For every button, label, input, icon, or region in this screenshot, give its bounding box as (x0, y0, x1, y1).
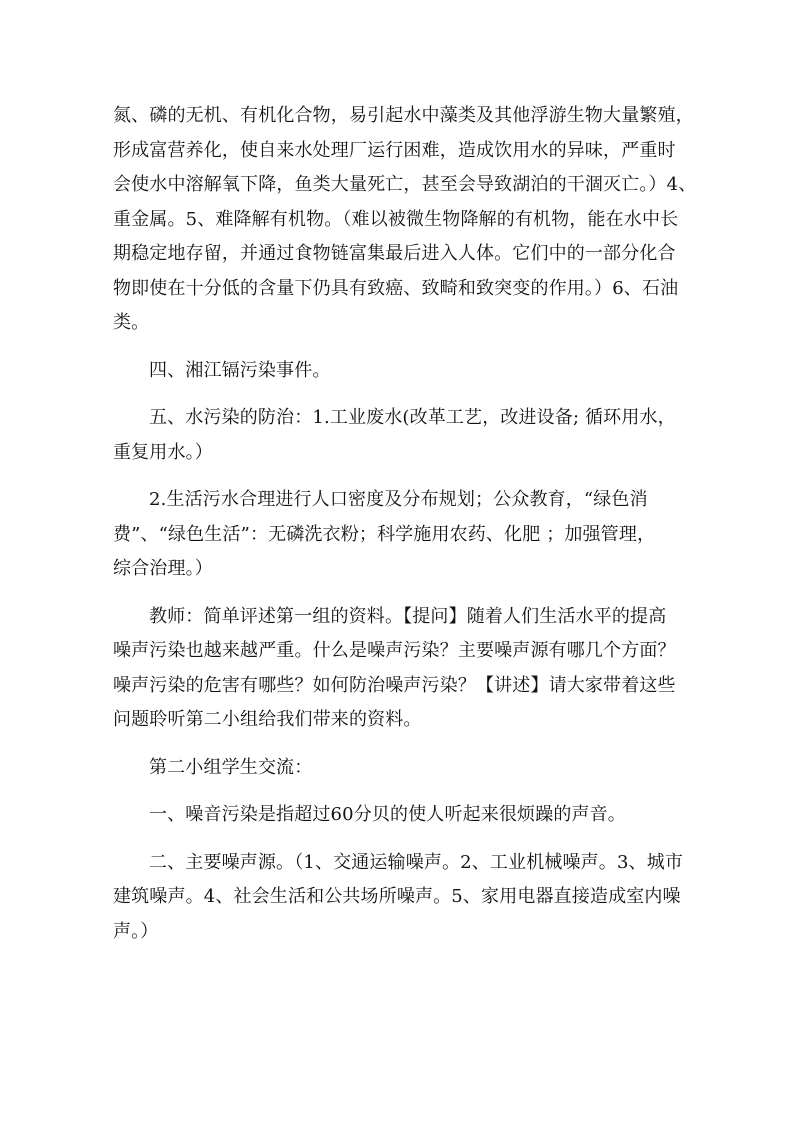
text-line: 第二小组学生交流： (149, 756, 313, 778)
text-line: 噪声污染也越来越严重。什么是噪声污染？主要噪声源有哪几个方面？ (113, 640, 676, 661)
text-line: 建筑噪声。4、社会生活和公共场所噪声。5、家用电器直接造成室内噪 (113, 886, 681, 907)
text-line: 费”、“绿色生活”：无磷洗衣粉；科学施用农药、化肥 ；加强管理， (113, 523, 656, 545)
text-line: 2.生活污水合理进行人口密度及分布规划；公众教育，“绿色消 (149, 489, 648, 510)
paragraph-noise-sources (113, 846, 695, 950)
text-line: 综合治理。） (113, 558, 213, 579)
text-line: 类。 (113, 312, 150, 333)
text-line: 问题聆听第二小组给我们带来的资料。 (113, 709, 422, 730)
text-line: 一、噪音污染是指超过60分贝的使人听起来很烦躁的声音。 (149, 804, 626, 825)
text-line: 重复用水。） (113, 441, 213, 463)
text-line: 五、水污染的防治：1.工业废水(改革工艺，改进设备; 循环用水， (149, 407, 676, 428)
text-line: 教师：简单评述第一组的资料。【提问】随着人们生活水平的提高 (149, 605, 667, 627)
text-line: 形成富营养化，使自来水处理厂运行困难，造成饮用水的异味，严重时 (113, 139, 676, 161)
text-line: 物即使在十分低的含量下仍具有致癌、致畸和致突变的作用。）6、石油 (113, 277, 679, 299)
paragraph-teacher-question (113, 600, 695, 738)
text-line: 二、主要噪声源。（1、交通运输噪声。2、工业机械噪声。3、城市 (149, 851, 684, 873)
text-line: 四、湘江镉污染事件。 (149, 359, 331, 381)
text-line: 氮、磷的无机、有机化合物，易引起水中藻类及其他浮游生物大量繁殖， (113, 105, 694, 126)
text-line: 会使水中溶解氧下降，鱼类大量死亡，甚至会导致湖泊的干涸灭亡。）4、 (113, 174, 697, 195)
text-line: 期稳定地存留，并通过食物链富集最后进入人体。它们中的一部分化合 (113, 243, 676, 264)
paragraph-water-pollutants-continued (113, 99, 695, 341)
text-line: 声。） (113, 920, 159, 942)
document-body (113, 99, 695, 962)
paragraph-noise-definition (113, 798, 695, 833)
text-line: 重金属。5、难降解有机物。（难以被微生物降解的有机物，能在水中长 (113, 208, 679, 230)
paragraph-domestic-sewage (113, 483, 695, 587)
paragraph-xiangjiang-cadmium-event (113, 354, 695, 389)
paragraph-water-pollution-prevention (113, 401, 695, 470)
text-line: 噪声污染的危害有哪些？如何防治噪声污染？【讲述】请大家带着这些 (113, 674, 676, 696)
paragraph-group-two-intro (113, 751, 695, 786)
